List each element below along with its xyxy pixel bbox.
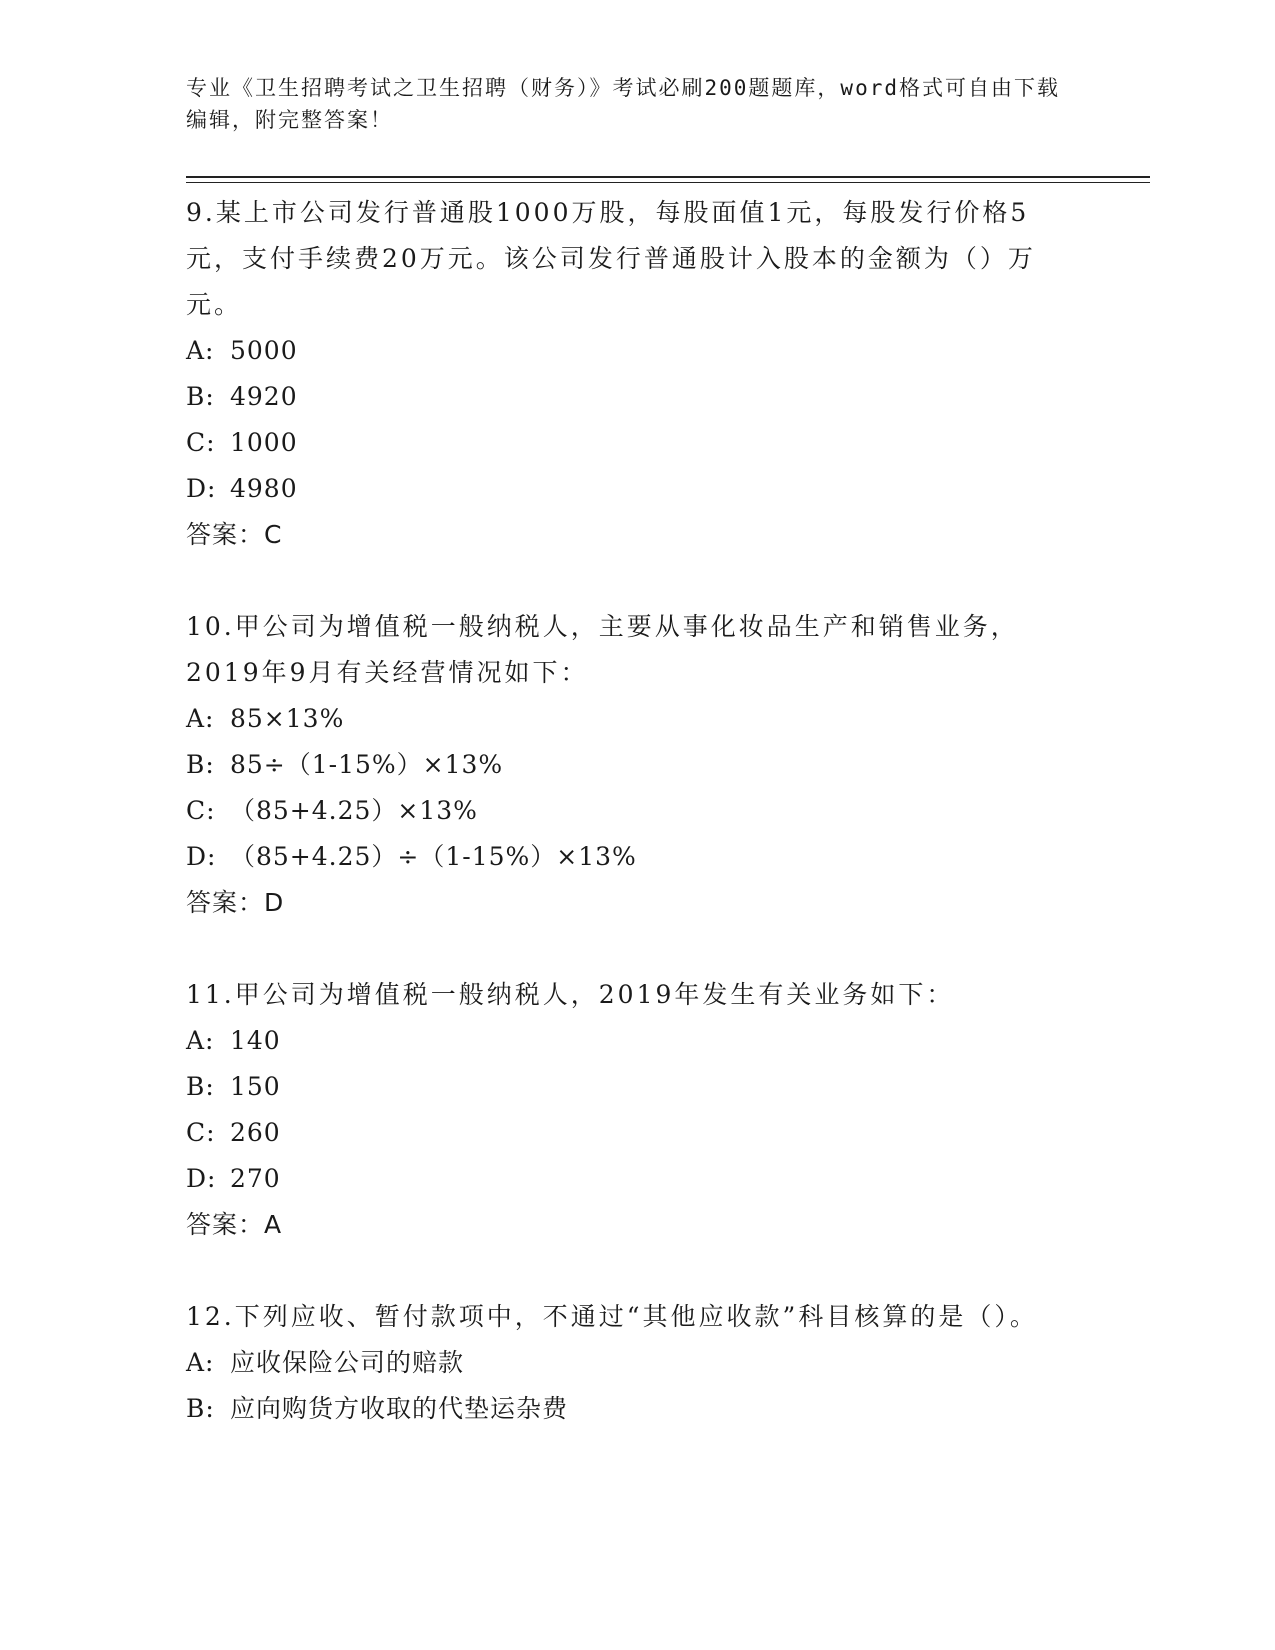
question-9 [186,190,1066,558]
answer: 答案：D [186,888,285,917]
option-a: A: 应收保险公司的赔款 [186,1348,465,1377]
option-a: A: 85×13% [186,704,345,733]
option-c: C: （85+4.25）×13% [186,796,478,825]
question-text: 10.甲公司为增值税一般纳税人，主要从事化妆品生产和销售业务，2019年9月有关经营情况如下： [186,612,1019,687]
option-a: A: 140 [186,1026,281,1055]
option-d: D: （85+4.25）÷（1-15%）×13% [186,842,637,871]
question-text: 12.下列应收、暂付款项中，不通过“其他应收款”科目核算的是（）。 [186,1302,1038,1331]
option-d: D: 270 [186,1164,281,1193]
question-11 [186,972,1066,1248]
option-b: B: 应向购货方收取的代垫运杂费 [186,1394,569,1423]
question-list [186,190,1066,1432]
header-rule-thin [186,182,1150,183]
option-b: B: 85÷（1-15%）×13% [186,750,504,779]
question-12 [186,1294,1066,1432]
option-c: C: 1000 [186,428,298,457]
header-rule-thick [186,176,1150,178]
option-d: D: 4980 [186,474,298,503]
option-a: A: 5000 [186,336,298,365]
question-10 [186,604,1066,926]
answer: 答案：C [186,520,283,549]
option-c: C: 260 [186,1118,281,1147]
option-b: B: 4920 [186,382,298,411]
question-text: 11.甲公司为增值税一般纳税人，2019年发生有关业务如下： [186,980,955,1009]
document-header: 专业《卫生招聘考试之卫生招聘（财务）》考试必刷200题题库，word格式可自由下载编辑，附完整答案！ [186,76,1060,132]
option-b: B: 150 [186,1072,281,1101]
answer: 答案：A [186,1210,283,1239]
question-text: 9.某上市公司发行普通股1000万股，每股面值1元，每股发行价格5元，支付手续费20万元。该公司发行普通股计入股本的金额为（）万元。 [186,198,1036,319]
